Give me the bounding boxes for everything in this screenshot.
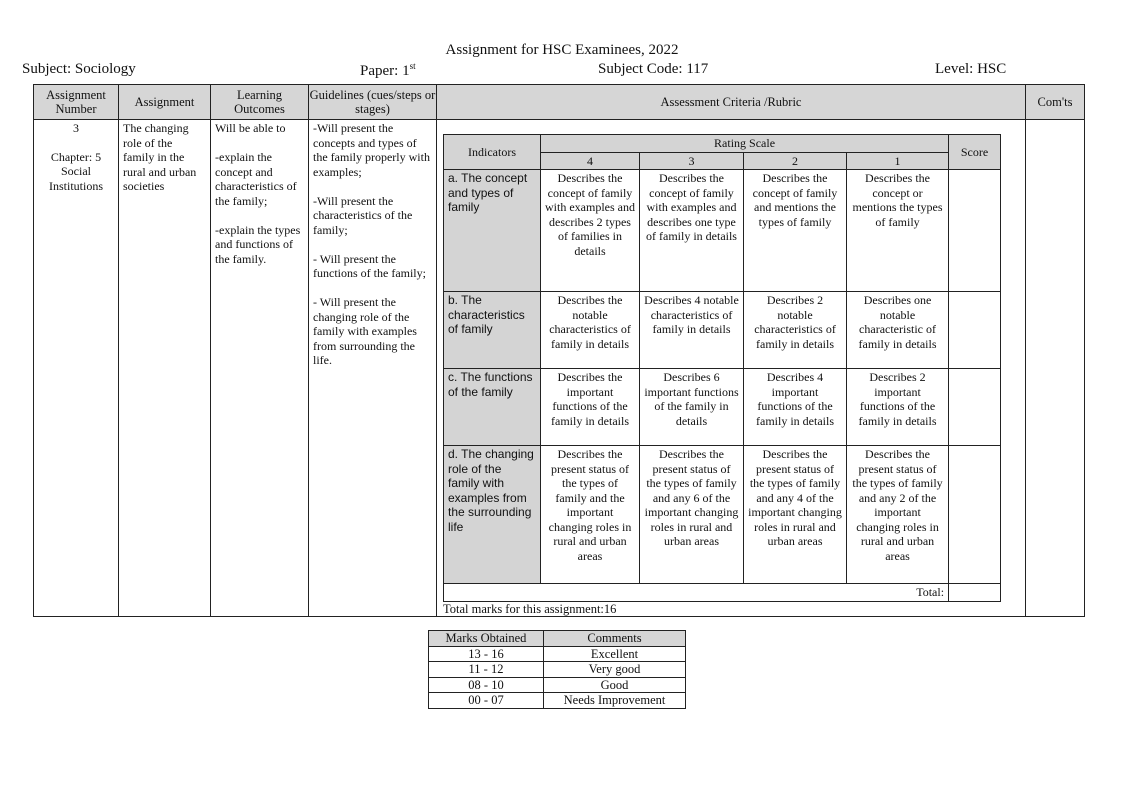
marks-row: [429, 677, 686, 693]
rubric-cell: Describes 2 notable characteristics of family in details: [744, 292, 847, 369]
total-score-cell: [949, 584, 1001, 602]
comments-cell: [1026, 120, 1085, 617]
subject-label: Subject: Sociology: [22, 61, 136, 77]
assignment-table: [33, 84, 1085, 617]
indicator-a: a. The concept and types of family: [444, 170, 541, 292]
marks-range: 13 - 16: [429, 646, 544, 662]
rubric-cell: Describes one notable characteristic of family in details: [847, 292, 949, 369]
indicator-c: c. The functions of the family: [444, 369, 541, 446]
marks-range: 08 - 10: [429, 677, 544, 693]
marks-header-row: [429, 631, 686, 647]
marks-range: 00 - 07: [429, 693, 544, 709]
rubric-cell: Describes 4 notable characteristics of family in details: [640, 292, 744, 369]
marks-comment: Very good: [544, 662, 686, 678]
header-assignment-number: Assignment Number: [34, 85, 119, 120]
rubric-cell: Describes the concept of family with examples and describes 2 types of families in details: [541, 170, 640, 292]
header-comments: Com'ts: [1026, 85, 1085, 120]
rubric-row-d: [444, 446, 1001, 584]
header-assessment-criteria: Assessment Criteria /Rubric: [437, 85, 1026, 120]
subject-code-label: Subject Code: 117: [598, 61, 709, 77]
chapter-label: Chapter: 5 Social Institutions: [48, 149, 103, 193]
paper-label: [360, 61, 416, 80]
rubric-cell: Describes the present status of the types of family and any 4 of the important changing roles in rural and urban areas: [744, 446, 847, 584]
rubric-cell: Describes 4 important functions of the family in details: [744, 369, 847, 446]
rubric-row-a: [444, 170, 1001, 292]
marks-row: [429, 646, 686, 662]
assignment-row: [34, 120, 1085, 617]
rubric-cell: Describes the notable characteristics of family in details: [541, 292, 640, 369]
indicators-header: Indicators: [444, 135, 541, 170]
assignment-table-header: [34, 85, 1085, 120]
assignment-topic: The changing role of the family in the rural and urban societies: [119, 120, 211, 617]
score-header: Score: [949, 135, 1001, 170]
score-cell: [949, 292, 1001, 369]
total-label: Total:: [444, 584, 949, 602]
rubric-header-row: [444, 135, 1001, 153]
marks-comment: Good: [544, 677, 686, 693]
marks-table: [428, 630, 686, 709]
marks-header-obtained: Marks Obtained: [429, 631, 544, 647]
rubric-cell: [437, 120, 1026, 617]
paper-text: Paper: 1: [360, 63, 410, 79]
rubric-cell: Describes 2 important functions of the family in details: [847, 369, 949, 446]
rubric-cell: Describes 6 important functions of the family in details: [640, 369, 744, 446]
rubric-cell: Describes the present status of the types of family and the important changing roles in rural and urban areas: [541, 446, 640, 584]
score-cell: [949, 369, 1001, 446]
rubric-cell: Describes the concept of family with examples and describes one type of family in details: [640, 170, 744, 292]
rubric-row-b: [444, 292, 1001, 369]
paper-superscript: st: [409, 61, 416, 71]
rating-scale-header: Rating Scale: [541, 135, 949, 153]
scale-4: 4: [541, 152, 640, 170]
marks-row: [429, 693, 686, 709]
rubric-cell: Describes the important functions of the family in details: [541, 369, 640, 446]
rubric-cell: Describes the concept or mentions the types of family: [847, 170, 949, 292]
indicator-d: d. The changing role of the family with examples from the surrounding life: [444, 446, 541, 584]
total-marks-text: Total marks for this assignment:16: [443, 601, 617, 616]
learning-outcomes: Will be able to -explain the concept and characteristics of the family; -explain the types and functions of the family.: [211, 120, 309, 617]
level-label: Level: HSC: [935, 61, 1007, 77]
rubric-cell: Describes the concept of family and mentions the types of family: [744, 170, 847, 292]
rubric-total-row: [444, 584, 1001, 602]
rubric-cell: Describes the present status of the types of family and any 2 of the important changing roles in rural and urban areas: [847, 446, 949, 584]
assignment-number: 3: [73, 121, 79, 135]
score-cell: [949, 170, 1001, 292]
marks-range: 11 - 12: [429, 662, 544, 678]
scale-3: 3: [640, 152, 744, 170]
header-learning-outcomes: Learning Outcomes: [211, 85, 309, 120]
rubric-row-c: [444, 369, 1001, 446]
assignment-number-cell: [34, 120, 119, 617]
guidelines: -Will present the concepts and types of the family properly with examples; -Will present the characteristics of the family; - Will present the functions of the family; - Will present the changing role of the family with examples from surrounding the life.: [309, 120, 437, 617]
indicator-b: b. The characteristics of family: [444, 292, 541, 369]
header-guidelines: Guidelines (cues/steps or stages): [309, 85, 437, 120]
header-assignment: Assignment: [119, 85, 211, 120]
page-title: Assignment for HSC Examinees, 2022: [445, 42, 679, 58]
rubric-cell: Describes the present status of the types of family and any 6 of the important changing roles in rural and urban areas: [640, 446, 744, 584]
marks-comment: Excellent: [544, 646, 686, 662]
marks-row: [429, 662, 686, 678]
score-cell: [949, 446, 1001, 584]
rubric-table: [443, 134, 1001, 602]
marks-header-comments: Comments: [544, 631, 686, 647]
marks-comment: Needs Improvement: [544, 693, 686, 709]
scale-1: 1: [847, 152, 949, 170]
scale-2: 2: [744, 152, 847, 170]
